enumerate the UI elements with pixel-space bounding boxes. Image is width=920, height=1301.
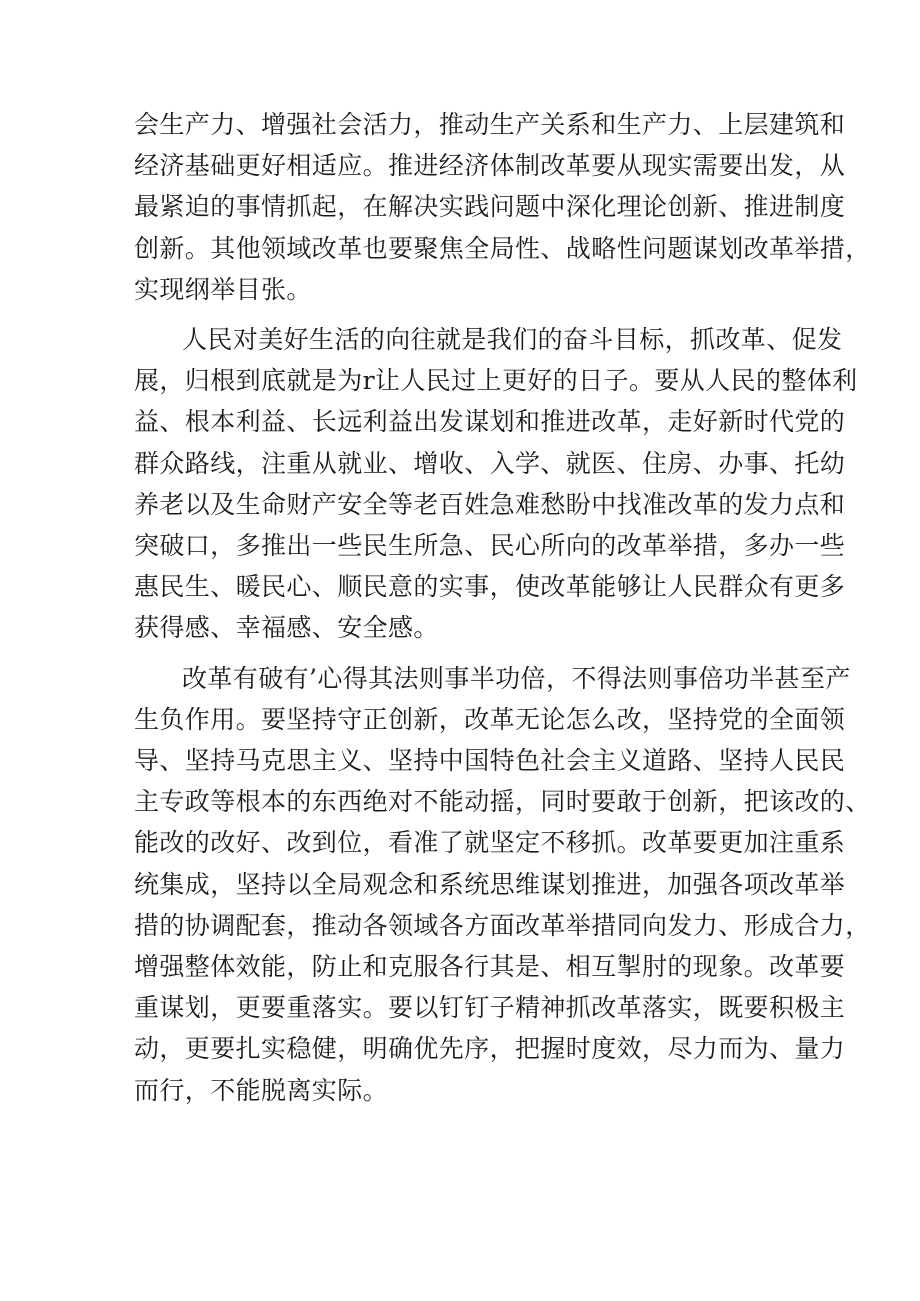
text-line: 实现纲举目张。 [134, 274, 312, 304]
text-line: 生负作用。要坚持守正创新，改革无论怎么改，坚持党的全面领 [134, 704, 846, 734]
text-line: 突破口，多推出一些民生所急、民心所向的改革举措，多办一些 [134, 531, 846, 561]
text-line: 动，更要扎实稳健，明确优先序，把握时度效，尽力而为、量力 [134, 1034, 846, 1064]
text-line: 益、根本利益、长远利益出发谋划和推进改革，走好新时代党的 [134, 407, 846, 437]
text-line: 惠民生、暖民心、顺民意的实事，使改革能够让人民群众有更多 [134, 572, 846, 602]
text-line: 创新。其他领域改革也要聚焦全局性、战略性问题谋划改革举措， [134, 233, 871, 263]
paragraph-1 [134, 104, 871, 310]
text-line: 措的协调配套，推动各领域各方面改革举措同向发力、形成合力， [134, 910, 871, 940]
text-line: 经济基础更好相适应。推进经济体制改革要从现实需要出发，从 [134, 151, 846, 181]
text-line: 主专政等根本的东西绝对不能动摇，同时要敢于创新，把该改的、 [134, 787, 871, 817]
text-line: 最紧迫的事情抓起，在解决实践问题中深化理论创新、推进制度 [134, 192, 846, 222]
paragraph-2 [134, 319, 858, 649]
body-text [134, 104, 871, 1120]
text-line: 改革有破有’心得其法则事半功倍，不得法则事倍功半甚至产 [182, 663, 851, 693]
text-line: 能改的改好、改到位，看准了就坚定不移抓。改革要更加注重系 [134, 828, 846, 858]
text-line: 养老以及生命财产安全等老百姓急难愁盼中找准改革的发力点和 [134, 489, 846, 519]
text-line: 获得感、幸福感、安全感。 [134, 613, 439, 643]
text-line: 展，归根到底就是为r让人民过上更好的日子。要从人民的整体利 [134, 366, 858, 396]
text-line: 会生产力、增强社会活力，推动生产关系和生产力、上层建筑和 [134, 110, 846, 139]
text-line: 统集成，坚持以全局观念和系统思维谋划推进，加强各项改革举 [134, 869, 846, 899]
text-line: 增强整体效能，防止和克服各行其是、相互掣肘的现象。改革要 [134, 952, 846, 982]
text-line: 人民对美好生活的向往就是我们的奋斗目标，抓改革、促发 [182, 325, 843, 355]
text-line: 导、坚持马克思主义、坚持中国特色社会主义道路、坚持人民民 [134, 746, 846, 776]
text-line: 群众路线，注重从就业、增收、入学、就医、住房、办事、托幼 [134, 448, 846, 478]
text-line: 重谋划，更要重落实。要以钉钉子精神抓改革落实，既要积极主 [134, 993, 846, 1023]
paragraph-3 [134, 658, 871, 1111]
text-line: 而行，不能脱离实际。 [134, 1075, 389, 1105]
